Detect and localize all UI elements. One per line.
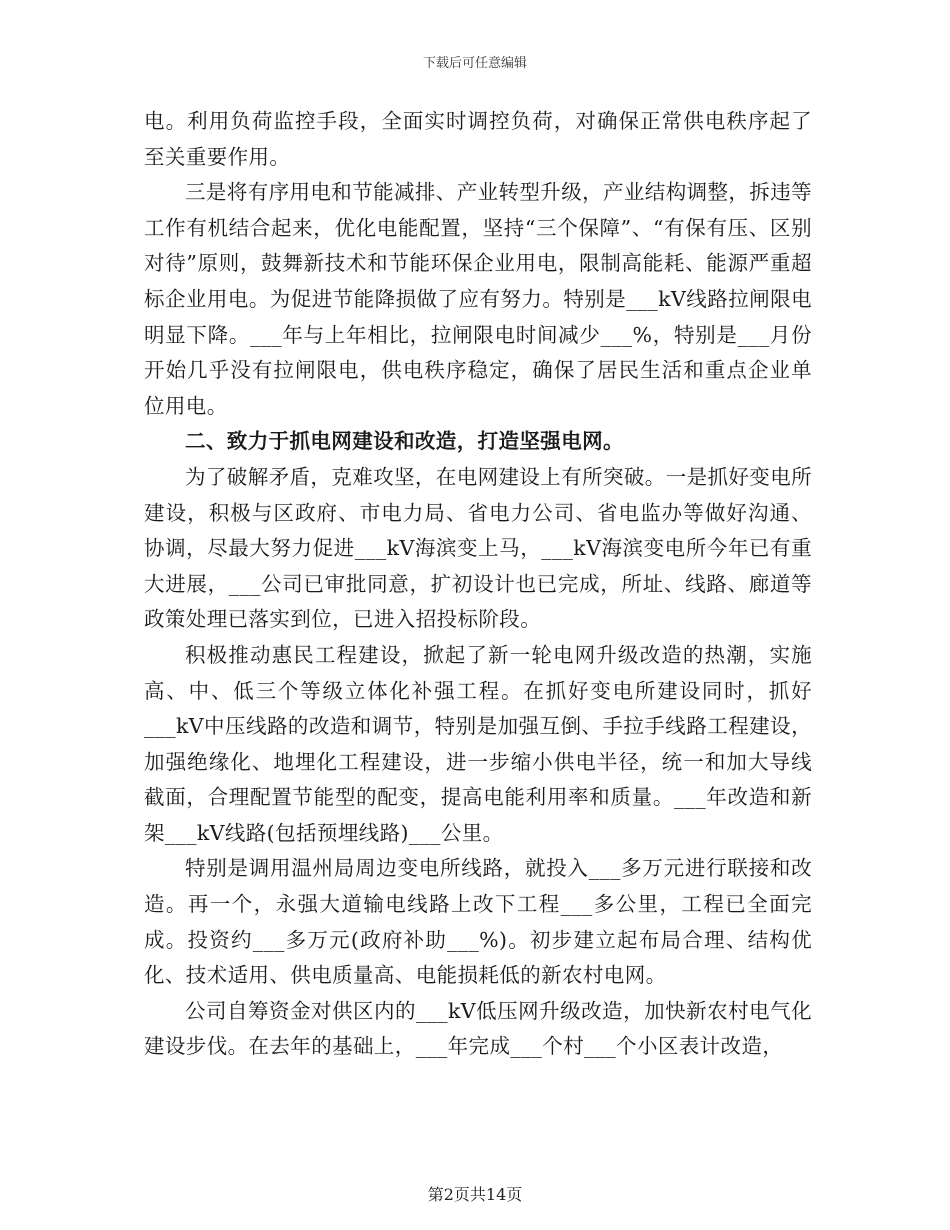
page-header: 下载后可任意编辑 [422, 56, 527, 71]
paragraph-orderly-power-use: 三是将有序用电和节能减排、产业转型升级，产业结构调整，拆违等工作有机结合起来，优化电能配置，坚持“三个保障”、“有保有压、区别对待”原则，鼓舞新技术和节能环保企业用电，限制高能耗、能源严重超标企业用电。为促进节能降损做了应有努力。特别是___kV线路拉闸限电明显下降。___年与上年相比，拉闸限电时间减少___%，特别是___月份开始几乎没有拉闸限电，供电秩序稳定，确保了居民生活和重点企业单位用电。 [144, 180, 812, 418]
paragraph-self-funded-upgrade: 公司自筹资金对供区内的___kV低压网升级改造，加快新农村电气化建设步伐。在去年的基础上，___年完成___个村___个小区表计改造， [144, 998, 812, 1059]
document-body [144, 104, 812, 1065]
section-heading-grid-construction: 二、致力于抓电网建设和改造，打造坚强电网。 [185, 429, 624, 454]
paragraph-benefit-project: 积极推动惠民工程建设，掀起了新一轮电网升级改造的热潮，实施高、中、低三个等级立体化补强工程。在抓好变电所建设同时，抓好___kV中压线路的改造和调节，特别是加强互倒、手拉手线路工程建设，加强绝缘化、地埋化工程建设，进一步缩小供电半径，统一和加大导线截面，合理配置节能型的配变，提高电能利用率和质量。___年改造和新架___kV线路(包括预埋线路)___公里。 [144, 642, 812, 845]
paragraph-substation-construction: 为了破解矛盾，克难攻坚，在电网建设上有所突破。一是抓好变电所建设，积极与区政府、市电力局、省电力公司、省电监办等做好沟通、协调，尽最大努力促进___kV海滨变上马，___kV海滨变电所今年已有重大进展，___公司已审批同意，扩初设计也已完成，所址、线路、廊道等政策处理已落实到位，已进入招投标阶段。 [144, 464, 812, 632]
paragraph-wenzhou-lines: 特别是调用温州局周边变电所线路，就投入___多万元进行联接和改造。再一个，永强大道输电线路上改下工程___多公里，工程已全面完成。投资约___多万元(政府补助___%)。初步建立起布局合理、结构优化、技术适用、供电质量高、电能损耗低的新农村电网。 [144, 856, 812, 988]
page-footer: 第2页共14页 [427, 1185, 523, 1204]
paragraph-continuation: 电。利用负荷监控手段，全面实时调控负荷，对确保正常供电秩序起了至关重要作用。 [144, 109, 812, 169]
